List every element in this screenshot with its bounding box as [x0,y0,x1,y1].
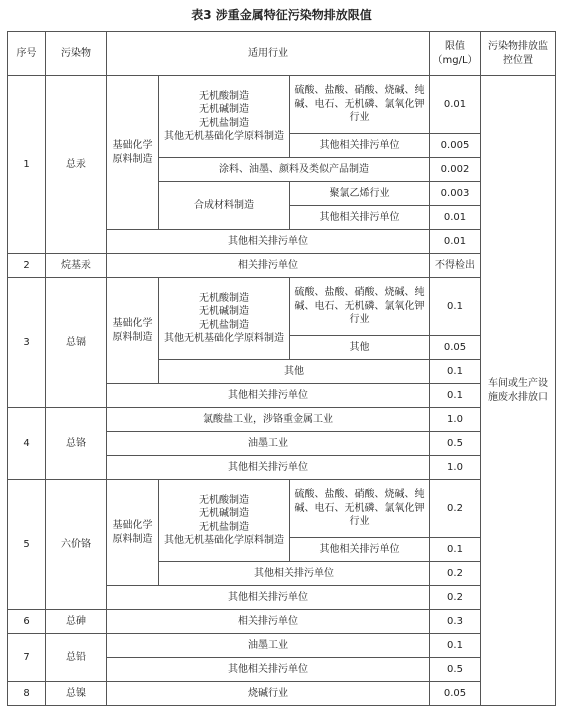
table-row [8,634,556,658]
industry-other-units: 其他相关排污单位 [290,206,430,230]
industry-pvc: 聚氯乙烯行业 [290,182,430,206]
header-industry: 适用行业 [107,32,430,76]
industry-related-units: 相关排污单位 [107,610,430,634]
industry-other-units: 其他相关排污单位 [107,384,430,408]
row-number: 3 [8,278,46,408]
limit-value: 0.3 [430,610,481,634]
header-row [8,32,556,76]
pollutant-name: 总砷 [46,610,107,634]
industry-other-units: 其他相关排污单位 [107,586,430,610]
pollutant-name: 总镉 [46,278,107,408]
limit-value: 1.0 [430,408,481,432]
limit-value: 0.003 [430,182,481,206]
industry-chlorate: 氯酸盐工业，涉铬重金属工业 [107,408,430,432]
pollutant-name: 总汞 [46,76,107,254]
pollutant-name: 六价铬 [46,480,107,610]
header-pollutant: 污染物 [46,32,107,76]
limit-value: 0.5 [430,432,481,456]
subcategory-inorganic: 无机酸制造 无机碱制造 无机盐制造 其他无机基础化学原料制造 [159,480,290,562]
industry-caustic: 烧碱行业 [107,682,430,706]
limit-value: 0.05 [430,682,481,706]
industry-related-units: 相关排污单位 [107,254,430,278]
limits-table [7,31,556,706]
row-number: 1 [8,76,46,254]
limit-value: 0.1 [430,634,481,658]
row-number: 2 [8,254,46,278]
subcategory-inorganic: 无机酸制造 无机碱制造 无机盐制造 其他无机基础化学原料制造 [159,278,290,360]
table-row [8,278,556,336]
industry-acids: 硫酸、盐酸、硝酸、烧碱、纯 碱、电石、无机磷、氯氧化钾 行业 [290,76,430,134]
monitoring-position: 车间或生产设 施废水排放口 [481,76,556,706]
limit-value: 0.005 [430,134,481,158]
header-position: 污染物排放监 控位置 [481,32,556,76]
industry-other-units: 其他相关排污单位 [159,562,430,586]
header-limit: 限值 （mg/L） [430,32,481,76]
industry-coatings: 涂料、油墨、颜料及类似产品制造 [159,158,430,182]
header-no: 序号 [8,32,46,76]
subcategory-inorganic: 无机酸制造 无机碱制造 无机盐制造 其他无机基础化学原料制造 [159,76,290,158]
row-number: 7 [8,634,46,682]
category-basic-chem: 基础化学 原料制造 [107,76,159,230]
limit-value: 0.1 [430,384,481,408]
limit-value: 0.2 [430,480,481,538]
pollutant-name: 烷基汞 [46,254,107,278]
limit-value: 0.1 [430,538,481,562]
industry-other-units: 其他相关排污单位 [290,538,430,562]
category-basic-chem: 基础化学 原料制造 [107,278,159,384]
pollutant-name: 总铬 [46,408,107,480]
industry-other-units: 其他相关排污单位 [107,230,430,254]
limit-value: 0.2 [430,562,481,586]
industry-other: 其他 [159,360,430,384]
row-number: 6 [8,610,46,634]
table-row [8,254,556,278]
table-row [8,480,556,538]
limit-value: 0.2 [430,586,481,610]
limit-value: 1.0 [430,456,481,480]
limit-value: 0.01 [430,76,481,134]
industry-other-units: 其他相关排污单位 [107,658,430,682]
limit-value: 0.1 [430,360,481,384]
table-row [8,76,556,134]
industry-ink: 油墨工业 [107,432,430,456]
subcategory-synthetic: 合成材料制造 [159,182,290,230]
table-row [8,408,556,432]
industry-other-units: 其他相关排污单位 [290,134,430,158]
table-title: 表3 涉重金属特征污染物排放限值 [191,8,372,22]
industry-ink: 油墨工业 [107,634,430,658]
pollutant-name: 总镍 [46,682,107,706]
row-number: 5 [8,480,46,610]
category-basic-chem: 基础化学 原料制造 [107,480,159,586]
industry-acids: 硫酸、盐酸、硝酸、烧碱、纯 碱、电石、无机磷、氯氧化钾 行业 [290,278,430,336]
industry-acids: 硫酸、盐酸、硝酸、烧碱、纯 碱、电石、无机磷、氯氧化钾 行业 [290,480,430,538]
limit-value: 不得检出 [430,254,481,278]
industry-other-units: 其他相关排污单位 [107,456,430,480]
limit-value: 0.05 [430,336,481,360]
limit-value: 0.01 [430,206,481,230]
limit-value: 0.5 [430,658,481,682]
row-number: 4 [8,408,46,480]
limit-value: 0.1 [430,278,481,336]
limit-value: 0.002 [430,158,481,182]
industry-other: 其他 [290,336,430,360]
limit-value: 0.01 [430,230,481,254]
table-row [8,682,556,706]
row-number: 8 [8,682,46,706]
table-row [8,610,556,634]
pollutant-name: 总铅 [46,634,107,682]
